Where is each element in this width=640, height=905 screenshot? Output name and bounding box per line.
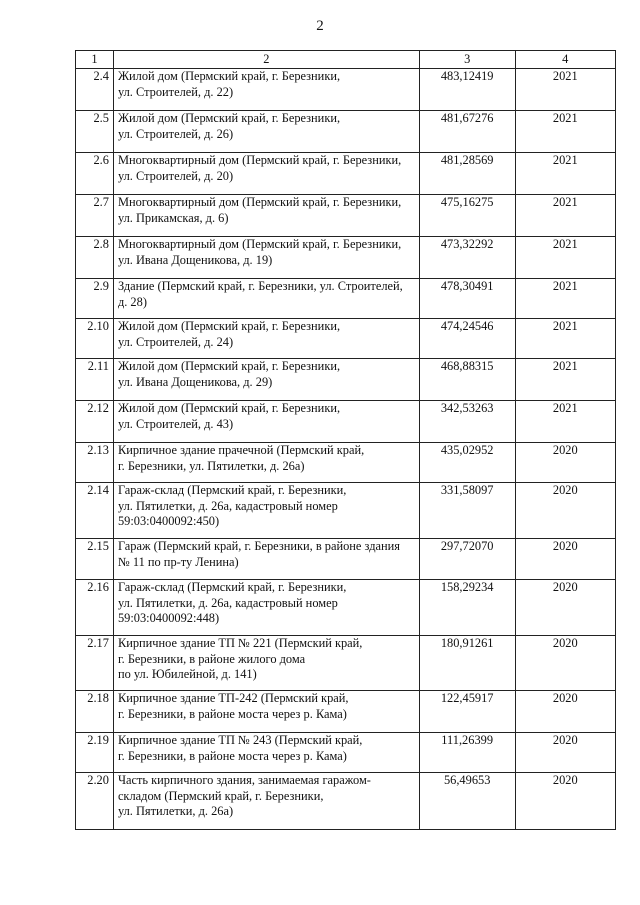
- object-description: [113, 539, 419, 580]
- description-line: ул. Строителей, д. 20): [117, 168, 234, 183]
- table-row: [76, 195, 616, 237]
- description-line: Здание (Пермский край, г. Березники, ул. Строителей,: [117, 279, 403, 293]
- row-number: 2.18: [76, 691, 114, 733]
- row-number: 2.13: [76, 443, 114, 483]
- description-line: Гараж-склад (Пермский край, г. Березники,: [117, 483, 347, 497]
- table-row: [76, 401, 616, 443]
- table-row: [76, 237, 616, 279]
- object-description: [113, 195, 419, 237]
- object-description: [113, 483, 419, 539]
- area-value: 473,32292: [419, 237, 515, 279]
- page-number: 2: [316, 18, 324, 34]
- description-line: Кирпичное здание ТП-242 (Пермский край,: [117, 691, 349, 705]
- table-header-row: [76, 51, 616, 69]
- object-description: [113, 359, 419, 401]
- area-value: 180,91261: [419, 636, 515, 691]
- description-line: Кирпичное здание ТП № 221 (Пермский край,: [117, 636, 363, 650]
- area-value: 111,26399: [419, 733, 515, 773]
- object-description: [113, 733, 419, 773]
- description-line: д. 28): [117, 294, 147, 309]
- row-number: 2.7: [76, 195, 114, 237]
- row-number: 2.11: [76, 359, 114, 401]
- year-value: 2021: [515, 401, 615, 443]
- year-value: 2021: [515, 319, 615, 359]
- year-value: 2020: [515, 733, 615, 773]
- table-body: [76, 69, 616, 830]
- description-line: г. Березники, ул. Пятилетки, д. 26а): [117, 458, 305, 473]
- area-value: 475,16275: [419, 195, 515, 237]
- description-line: Многоквартирный дом (Пермский край, г. Березники,: [117, 195, 402, 209]
- area-value: 56,49653: [419, 773, 515, 830]
- area-value: 481,67276: [419, 111, 515, 153]
- table-row: [76, 153, 616, 195]
- year-value: 2020: [515, 691, 615, 733]
- object-description: [113, 636, 419, 691]
- year-value: 2021: [515, 153, 615, 195]
- object-description: [113, 580, 419, 636]
- description-line: г. Березники, в районе моста через р. Кама): [117, 706, 347, 721]
- row-number: 2.10: [76, 319, 114, 359]
- row-number: 2.15: [76, 539, 114, 580]
- description-line: по ул. Юбилейной, д. 141): [117, 667, 257, 681]
- area-value: 483,12419: [419, 69, 515, 111]
- area-value: 481,28569: [419, 153, 515, 195]
- area-value: 474,24546: [419, 319, 515, 359]
- year-value: 2021: [515, 237, 615, 279]
- row-number: 2.16: [76, 580, 114, 636]
- description-line: 59:03:0400092:448): [117, 611, 220, 625]
- table-row: [76, 111, 616, 153]
- description-line: Жилой дом (Пермский край, г. Березники,: [117, 69, 341, 83]
- year-value: 2020: [515, 443, 615, 483]
- description-line: ул. Ивана Дощеникова, д. 29): [117, 374, 273, 389]
- column-header-4: 4: [515, 51, 615, 69]
- area-value: 342,53263: [419, 401, 515, 443]
- description-line: Часть кирпичного здания, занимаемая гаражом-: [117, 773, 371, 787]
- area-value: 478,30491: [419, 279, 515, 319]
- row-number: 2.17: [76, 636, 114, 691]
- row-number: 2.12: [76, 401, 114, 443]
- object-description: [113, 69, 419, 111]
- description-line: ул. Строителей, д. 26): [117, 126, 234, 141]
- table-row: [76, 483, 616, 539]
- year-value: 2020: [515, 773, 615, 830]
- area-value: 468,88315: [419, 359, 515, 401]
- table-row: [76, 636, 616, 691]
- row-number: 2.20: [76, 773, 114, 830]
- description-line: ул. Пятилетки, д. 26а, кадастровый номер: [117, 498, 338, 513]
- object-description: [113, 111, 419, 153]
- description-line: ул. Строителей, д. 43): [117, 416, 234, 431]
- description-line: ул. Ивана Дощеникова, д. 19): [117, 252, 273, 267]
- description-line: 59:03:0400092:450): [117, 514, 220, 528]
- row-number: 2.6: [76, 153, 114, 195]
- column-header-1: 1: [76, 51, 114, 69]
- object-description: [113, 773, 419, 830]
- table-row: [76, 691, 616, 733]
- object-description: [113, 279, 419, 319]
- column-header-3: 3: [419, 51, 515, 69]
- property-table: [75, 50, 616, 830]
- row-number: 2.8: [76, 237, 114, 279]
- description-line: Жилой дом (Пермский край, г. Березники,: [117, 359, 341, 373]
- row-number: 2.14: [76, 483, 114, 539]
- description-line: ул. Строителей, д. 22): [117, 84, 234, 99]
- table-row: [76, 733, 616, 773]
- area-value: 122,45917: [419, 691, 515, 733]
- year-value: 2021: [515, 111, 615, 153]
- table-row: [76, 319, 616, 359]
- row-number: 2.9: [76, 279, 114, 319]
- description-line: Многоквартирный дом (Пермский край, г. Березники,: [117, 237, 402, 251]
- description-line: г. Березники, в районе моста через р. Кама): [117, 748, 347, 763]
- object-description: [113, 691, 419, 733]
- year-value: 2020: [515, 580, 615, 636]
- table-row: [76, 443, 616, 483]
- area-value: 435,02952: [419, 443, 515, 483]
- description-line: Гараж-склад (Пермский край, г. Березники,: [117, 580, 347, 594]
- description-line: г. Березники, в районе жилого дома: [117, 651, 306, 666]
- year-value: 2021: [515, 279, 615, 319]
- year-value: 2020: [515, 483, 615, 539]
- year-value: 2021: [515, 195, 615, 237]
- table-row: [76, 279, 616, 319]
- description-line: Многоквартирный дом (Пермский край, г. Березники,: [117, 153, 402, 167]
- object-description: [113, 401, 419, 443]
- area-value: 331,58097: [419, 483, 515, 539]
- object-description: [113, 153, 419, 195]
- row-number: 2.4: [76, 69, 114, 111]
- table-row: [76, 580, 616, 636]
- table-row: [76, 359, 616, 401]
- table-row: [76, 773, 616, 830]
- description-line: Кирпичное здание ТП № 243 (Пермский край,: [117, 733, 363, 747]
- description-line: Жилой дом (Пермский край, г. Березники,: [117, 401, 341, 415]
- row-number: 2.5: [76, 111, 114, 153]
- year-value: 2020: [515, 539, 615, 580]
- area-value: 158,29234: [419, 580, 515, 636]
- area-value: 297,72070: [419, 539, 515, 580]
- object-description: [113, 319, 419, 359]
- year-value: 2021: [515, 359, 615, 401]
- description-line: ул. Пятилетки, д. 26а, кадастровый номер: [117, 595, 338, 610]
- description-line: Гараж (Пермский край, г. Березники, в районе здания: [117, 539, 400, 553]
- object-description: [113, 443, 419, 483]
- table-row: [76, 539, 616, 580]
- table-row: [76, 69, 616, 111]
- object-description: [113, 237, 419, 279]
- description-line: № 11 по пр-ту Ленина): [117, 554, 239, 569]
- description-line: складом (Пермский край, г. Березники,: [117, 788, 324, 803]
- description-line: ул. Строителей, д. 24): [117, 334, 234, 349]
- description-line: ул. Пятилетки, д. 26а): [117, 804, 234, 818]
- description-line: Кирпичное здание прачечной (Пермский край,: [117, 443, 365, 457]
- description-line: ул. Прикамская, д. 6): [117, 210, 229, 225]
- description-line: Жилой дом (Пермский край, г. Березники,: [117, 319, 341, 333]
- description-line: Жилой дом (Пермский край, г. Березники,: [117, 111, 341, 125]
- year-value: 2021: [515, 69, 615, 111]
- year-value: 2020: [515, 636, 615, 691]
- row-number: 2.19: [76, 733, 114, 773]
- column-header-2: 2: [113, 51, 419, 69]
